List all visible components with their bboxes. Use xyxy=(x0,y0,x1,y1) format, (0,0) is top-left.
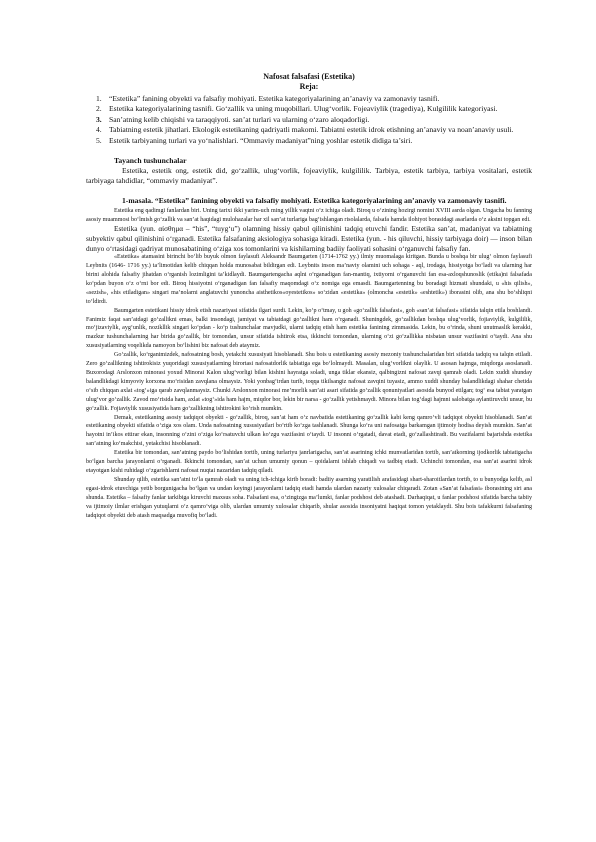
plan-item-number: 3. xyxy=(96,114,102,124)
plan-item-number: 4. xyxy=(96,125,102,135)
plan-item xyxy=(86,115,532,125)
plan-heading: Reja: xyxy=(299,82,319,91)
keywords-heading: Tayanch tushunchalar xyxy=(114,156,187,166)
plan-item-text: “Estetika” fanining obyekti va falsafiy mohiyati. Estetika kategoriyalarining an’anaviy va zamonaviy tasnifi. xyxy=(109,94,440,103)
plan-item xyxy=(86,125,532,135)
body-paragraph: Shunday qilib, estetika san’atni to‘la qamrab oladi va uning ich-ichiga kirib boradi: badiiy asarning yaratilish arafasidagi shart-sharoitlardan tortib, to u bunyodga kelib, asl egasi-idrok etuvchiga yetib borgunigacha bo‘lgan va undan keyingi jarayonlarni tadqiq etadi hamda ulardan nazariy xulosalar chiqaradi. Zotan «San’at falsafasi» iborasining siri ana shunda. Estetika – falsafiy fanlar tarkibiga kiruvchi maxsus soha. Falsafani esa, o‘zingizga ma’lumki, fanlar podshosi deb atashadi. Darhaqiqat, u fanlar podshosi sifatida barcha tabiiy va ijtimoiy ilmlar erishgan yutuqlarni o‘z qamro‘viga olib, ulardan umumiy xulosalar chiqarib, shular asosida insoniyatni haqiqat tomon yetaklaydi. Shu bois tafakkurni falsafaning tadqiqot obyekti deb atash maqsadga muvofiq bo‘ladi. xyxy=(86,476,532,519)
document-page xyxy=(86,72,532,520)
keywords-text: Estetika, estetik ong, estetik did, go‘zallik, ulug‘vorlik, fojeaviylik, kulgililik. Tarbiya, estetik tarbiya, tarbiya vositalari, estetik tarbiyaga tahdidlar, “ommaviy madaniyat”. xyxy=(86,166,532,186)
plan-list xyxy=(86,94,532,146)
body-paragraph: «Estetika» atamasini birinchi bo‘lib buyuk olmon faylasufi Aleksandr Baumgarten (1714-1762 yy.) ilmiy muomalaga kiritgan. Bunda u boshqa bir ulug‘ olmon faylasufi Leybnits (1646- 1716 yy.) ta’limotidan kelib chiqqan holda munosabat bildirgan edi. Leybnits inson ma’naviy olamini uch sohaga - aql, irodaga, hissiyotga bo‘ladi va ularning har birini alohida falsafiy jihatdan o‘rganish lozimligini ta’kidlaydi. Baumgartengacha aqlni o‘rganadigan fan-mantiq, ixtiyorni o‘rganuvchi fan esa-axloqshunoslik (etika)ni falsafada ko‘pdan buyon o‘z o‘rni bor edi. Biroq hissiyotni o‘rganadigan fan falsafiy maqomdagi o‘z nomiga ega emasdi. Baumgartenning bu boradagi hizmati shundaki, u «his qilish», «sezish», «his etiladigan» singari ma’nolarni anglatuvchi yunoncha aisthetikos«oyestetikos» so‘zidan «estetika» (olmoncha «estetik» «eshtetik») iborasini olib, ana shu bo‘shliqni to‘ldirdi. xyxy=(86,254,532,305)
plan-item-number: 2. xyxy=(96,104,102,114)
plan-item-text: Estetik tarbiyaning turlari va yo‘nalishlari. “Ommaviy madaniyat”ning yoshlar estetik didiga ta’siri. xyxy=(109,135,413,145)
plan-item xyxy=(86,94,532,104)
plan-item xyxy=(86,104,532,114)
body-paragraph: Estetika (yun. αἰσθημα – “his”, “tuyg‘u”) olamning hissiy qabul qilinishini tadqiq etuvchi fandir. Estetika san’at, madaniyat va tabiatning subyektiv qabul qilinishini o‘rganadi. Estetika falsafaning aksiologiya sohasiga kiradi. Estetika (yun. - his qiluvchi, hissiy tarbiyaga doir) — inson bilan dunyo o‘rtasidagi qadriyat munosabatining o‘ziga xos tomonlarini va kishilarning badiiy faoliyati sohasini o‘rganuvchi falsafiy fan. xyxy=(86,224,532,253)
body-paragraph: Demak, estetikaning asosiy tadqiqot obyekti - go‘zallik, biroq, san’at ham o‘z navbatida estetikaning go‘zallik kabi keng qamro‘vli tadqiqot obyekti hisoblanadi. San’at estetikaning obyekti sifatida o‘ziga xos olam. Unda nafosatning xususiyatlari bo‘rtib ko‘zga tashlanadi. Shunga ko‘ra uni nafosatga barkamgan ijtimoiy hodisa deyish mumkin. San’at hayotni in’ikos ettirar ekan, insonning o‘zini o‘ziga ko‘rsatuvchi ulkan ko‘zgu vazifasini o‘taydi. U insonni o‘rgatadi, davat etadi, go‘zallashtiradi. Bu vazifalarni bajarishda estetika san’atning ko‘makchisi, yetakchisi hisoblanadi. xyxy=(86,414,532,448)
plan-item-text: Estetika kategoriyalarining tasnifi. Go‘zallik va uning muqobillari. Ulug‘vorlik. Fojeaviylik (tragediya), Kulgililik kategoriyasi. xyxy=(109,104,498,114)
plan-item xyxy=(86,136,532,146)
plan-item-text: Tabiatning estetik jihatlari. Ekologik estetikaning qadriyatli makomi. Tabiatni estetik idrok etishning an’anaviy va noan’anaviy usuli. xyxy=(109,125,514,135)
body-paragraph: Estetika bir tomondan, san’atning paydo bo‘lishidan tortib, uning turlariyu janrlarigacha, san’at asarining ichki munvatlaridan tortib, san’atkorning ijodkorlik tabiatigacha bo‘lgan barcha jarayonlarni o‘rganadi. Ikkinchi tomondan, san’at uchun umumiy qonun – qoidalarni ishlab chiqadi va tadbiq etadi. Uchinchi tomondan, esa san’at asarini idrok etayotgan kishi ruhidagi o‘zgarishlarni nafosat nuqtai nazaridan tadqiq qiladi. xyxy=(86,450,532,474)
plan-item-number: 5. xyxy=(96,135,102,145)
body-paragraph: Baumgarten estetikani hissiy idrok etish nazariyasi sifatida ilgari surdi. Lekin, ko‘p o‘tmay, u goh «go‘zallik falsafasi», goh «san’at falsafasi» sifatida talqin etila boshlandi. Fanimiz faqat san’atdagi go‘zallikni emas, balki insondagi, jamiyat va tabiatdagi go‘zallikni ham o‘rganadi. Shuningdek, go‘zallikdan boshqa ulug‘vorlik, fojiaviylik, kulgililik, mo‘jizaviylik, ayg‘unlik, nozikllik singari ko‘pdan - ko‘p tushunchalar mavjudki, ularni tadqiq etish ham estetika fanining zimmasida. Lekin, bu o‘rinda, shuni unutmaslik kerakki, mazkur tushunchalarning har birida go‘zallik, bir tomondan, unsur sifatida ishtirok etsa, ikkinchi tomondan, ularning o‘zi go‘zallikka nisbatan unsur vazifasini o‘taydi. Ana shu xususiyatlarning voqelikda namoyon bo‘lishini biz nafosat deb ataymiz. xyxy=(86,307,532,350)
plan-item-text: San’atning kelib chiqishi va taraqqiyoti. san’at turlari va ularning o‘zaro aloqadorligi. xyxy=(109,114,370,124)
section-heading: 1-masala. “Estetika” fanining obyekti va falsafiy mohiyati. Estetika kategoriyalarining an’anaviy va zamonaviy tasnifi. xyxy=(122,196,507,206)
plan-item-number: 1. xyxy=(96,94,102,103)
body-paragraph: Estetika eng qadimgi fanlardan biri. Uning tarixi ikki yarim-uch ming yillik vaqtni o‘z ichiga oladi. Biroq u o‘zining hozirgi nomini XVIII asrda olgan. Ungacha bu fanning asosiy muammosi bo‘lmish go‘zallik va san’at haqidagi mulohazalar har xil san’at turlariga bag‘ishlangan risolalarda, falsafa hamda ilohiyot borasidagi asarlarda o‘z aksini topgan edi. xyxy=(86,207,532,223)
body-paragraph: Go‘zallik, ko‘rganimizdek, nafosatning bosh, yetakchi xususiyati hisoblanadi. Shu bois u estetikaning asosiy mezoniy tushunchalaridan biri sifatida tadqiq va talqin etiladi. Zero go‘zallikning ishtirokisiz yuqoridagi xususiyatlarning birortasi nafosatdorlik tabiatiga ega bo‘lolmaydi. Masalan, ulug‘vorlikni olaylik. U asosan hajmga, miqdorga asoslanadi. Buxorodagi Arslonxon minorasi yoxud Minorai Kalon ulug‘vorligi bilan kishini hayratga soladi, unga tiklar ekansiz, qalbingizni nafosat zavqi qamrab oladi. Lekin xuddi shunday balandlikdagi kimyoviy korxona mo‘risidan zavqlana olmaysiz. Yoki yonbag‘irdan turib, toqqa tikilsangiz nafosat zavqini tuyasiz, ammo xuddi shunday balandlikdagi shahar chetida o‘sib chiqqan axlat «tog‘»iga qarab zavqlanmaysiz. Chunki Arslonxon minorasi me’morlik san’ati asari sifatida go‘zallik qonuniyatlari asosida bunyod etilgan; tog‘ esa tabiat yaratgan ulug‘vor go‘zallik. Zavod mo‘risida ham, axlat «tog‘»ida ham hajm, miqdor bor, lekin bir narsa - go‘zallik yetishmaydi. Minora bilan tog‘dagi hajmni salobatga aylantiruvchi unsur, bu go‘zallik. Fojiaviylik xususiyatida ham go‘zallikning ishtirokini ko‘rish mumkin. xyxy=(86,352,532,412)
document-title: Nafosat falsafasi (Estetika) xyxy=(263,72,355,81)
